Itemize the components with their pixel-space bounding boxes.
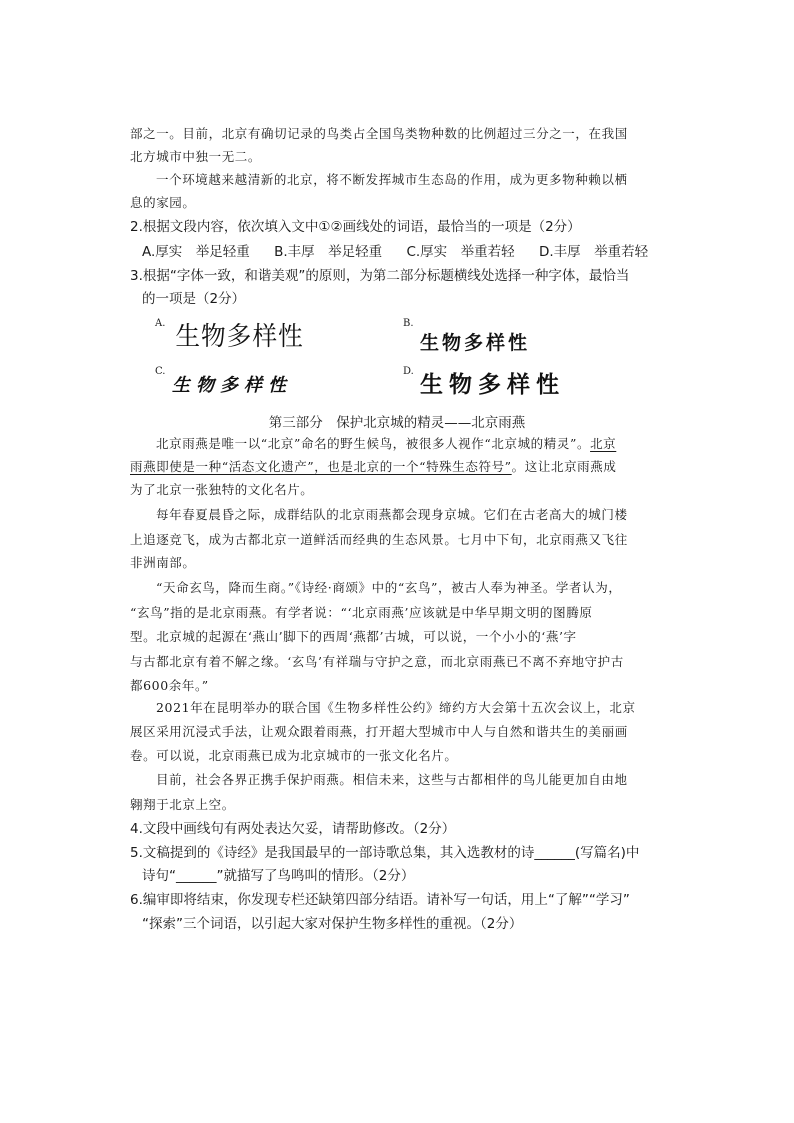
passage-line: 部之一。目前，北京有确切记录的鸟类占全国鸟类物种数的比例超过三分之一，在我国 bbox=[130, 126, 628, 141]
underlined-sentence: 北京 bbox=[590, 436, 617, 451]
choice-d-letter: D. bbox=[403, 366, 414, 377]
option-a: A.厚实 举足轻重 bbox=[142, 244, 250, 260]
question-3-stem-cont: 的一项是（2分） bbox=[142, 291, 246, 307]
question-3-stem: 3.根据“字体一致，和谐美观”的原则，为第二部分标题横线处选择一种字体，最恰当 bbox=[130, 268, 630, 284]
passage-line: 一个环境越来越清新的北京，将不断发挥城市生态岛的作用，成为更多物种赖以栖 bbox=[156, 172, 628, 187]
paragraph-line bbox=[130, 434, 696, 454]
question-2-options bbox=[142, 240, 682, 260]
paragraph-line: 每年春夏晨昏之际，成群结队的北京雨燕都会现身京城。它们在古老高大的城门楼 bbox=[156, 507, 628, 522]
paragraph-line: 翱翔于北京上空。 bbox=[130, 797, 235, 812]
choice-c-running-script: 生物多样性 bbox=[172, 375, 292, 396]
paragraph-line: 展区采用沉浸式手法，让观众跟着雨燕，打开超大型城市中人与自然和谐共生的美丽画 bbox=[130, 724, 628, 739]
question-4-stem: 4.文段中画线句有两处表达欠妥，请帮助修改。（2分） bbox=[130, 821, 456, 837]
passage-line: 北方城市中独一无二。 bbox=[130, 149, 262, 164]
paragraph-line: 与古都北京有着不解之缘。‘玄鸟’有祥瑞与守护之意，而北京雨燕已不离不弃地守护古 bbox=[130, 654, 624, 669]
option-d: D.丰厚 举重若轻 bbox=[538, 244, 649, 260]
paragraph-line: 2021年在昆明举办的联合国《生物多样性公约》缔约方大会第十五次会议上，北京 bbox=[156, 700, 636, 715]
choice-b-letter: B. bbox=[403, 318, 414, 329]
choice-a-letter: A. bbox=[155, 318, 166, 329]
option-b: B.丰厚 举足轻重 bbox=[274, 244, 383, 260]
question-5-stem-cont: 诗句“______”就描写了鸟鸣叫的情形。（2分） bbox=[142, 868, 415, 884]
paragraph-line: 型。北京城的起源在‘燕山’脚下的西周‘燕都’古城，可以说，一个小小的‘燕’字 bbox=[130, 629, 577, 644]
paragraph-line: 都600余年。” bbox=[130, 678, 209, 693]
option-c: C.厚实 举重若轻 bbox=[406, 244, 515, 260]
question-2-stem: 2.根据文段内容，依次填入文中①②画线处的词语，最恰当的一项是（2分） bbox=[130, 219, 581, 235]
paragraph-line: “天命玄鸟，降而生商。”《诗经·商颂》中的“玄鸟”，被古人奉为神圣。学者认为， bbox=[156, 580, 622, 595]
paragraph-line: 卷。可以说，北京雨燕已成为北京城市的一张文化名片。 bbox=[130, 748, 458, 763]
paragraph-line: 为了北京一张独特的文化名片。 bbox=[130, 482, 314, 497]
paragraph-line: 非洲南部。 bbox=[130, 555, 196, 570]
text: 。这让北京雨燕成 bbox=[511, 459, 617, 474]
choice-b-brush-script: 生物多样性 bbox=[420, 332, 531, 354]
question-6-stem: 6.编审即将结束，你发现专栏还缺第四部分结语。请补写一句话，用上“了解”“学习” bbox=[130, 892, 630, 908]
question-5-stem: 5.文稿提到的《诗经》是我国最早的一部诗歌总集，其入选教材的诗______(写篇名)中 bbox=[130, 845, 640, 861]
question-6-stem-cont: “探索”三个词语，以引起大家对保护生物多样性的重视。（2分） bbox=[142, 916, 523, 932]
section-heading: 第三部分 保护北京城的精灵——北京雨燕 bbox=[268, 415, 526, 431]
choice-c-letter: C. bbox=[155, 366, 166, 377]
paragraph-line: 上追逐竞飞，成为古都北京一道鲜活而经典的生态风景。七月中下旬，北京雨燕又飞往 bbox=[130, 532, 628, 547]
paragraph-line: “玄鸟”指的是北京雨燕。有学者说：“‘北京雨燕’应该就是中华早期文明的图腾原 bbox=[130, 605, 593, 620]
choice-d-regular-script: 生物多样性 bbox=[420, 371, 565, 398]
passage-line: 息的家园。 bbox=[130, 195, 196, 210]
paragraph-line: 目前，社会各界正携手保护雨燕。相信未来，这些与古都相伴的鸟儿能更加自由地 bbox=[156, 772, 628, 787]
paragraph-line bbox=[130, 457, 670, 477]
choice-a-seal-script: 生物多样性 bbox=[175, 322, 304, 352]
underlined-sentence: 雨燕即使是一种“活态文化遗产”，也是北京的一个“特殊生态符号” bbox=[130, 459, 512, 474]
text: 北京雨燕是唯一以“北京”命名的野生候鸟，被很多人视作“北京城的精灵”。 bbox=[156, 436, 591, 451]
